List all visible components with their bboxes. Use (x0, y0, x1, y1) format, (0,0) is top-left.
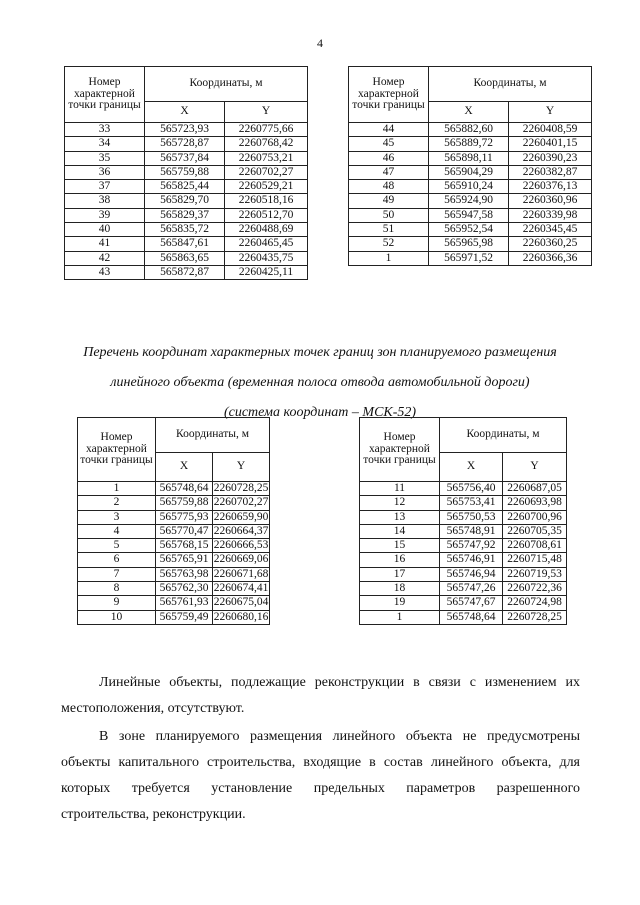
coordinates-table-4 (359, 417, 567, 625)
table-row (349, 151, 592, 165)
cell-x: 565759,88 (156, 496, 213, 510)
cell-y: 2260669,06 (213, 553, 269, 566)
table-row (360, 610, 567, 624)
header-y: Y (213, 453, 270, 482)
cell-y: 2260345,45 (509, 223, 592, 237)
cell-y: 2260728,25 (213, 482, 269, 494)
cell-point-number: 50 (349, 208, 429, 222)
cell-point-number: 15 (360, 539, 440, 553)
header-x: X (429, 102, 509, 123)
cell-point-number: 47 (349, 165, 429, 179)
table-row (360, 496, 567, 510)
header-x: X (156, 453, 213, 482)
cell-x: 565759,49 (156, 610, 213, 624)
header-point-number: Номер характерной точки границы (65, 67, 145, 123)
cell-point-number: 1 (360, 610, 440, 624)
table-row (78, 596, 270, 610)
table-row (78, 482, 270, 496)
cell-y: 2260666,53 (213, 539, 269, 552)
cell-point-number: 36 (65, 165, 145, 179)
cell-x: 565753,41 (440, 496, 503, 510)
cell-point-number: 19 (360, 596, 440, 610)
cell-y: 2260753,21 (225, 151, 308, 165)
cell-y: 2260382,87 (509, 165, 592, 179)
cell-x: 565947,58 (429, 208, 509, 222)
header-point-number: Номер характерной точки границы (78, 418, 156, 482)
cell-y: 2260715,48 (503, 553, 567, 567)
cell-point-number: 33 (65, 123, 145, 137)
cell-y: 2260435,75 (225, 251, 308, 265)
cell-y: 2260671,68 (213, 567, 269, 580)
cell-x: 565746,94 (440, 567, 503, 581)
table-row (78, 567, 270, 581)
table-body (78, 482, 270, 625)
cell-x: 565910,24 (429, 180, 509, 194)
paragraph-no-reconstruction: Линейные объекты, подлежащие реконструкции в связи с изменением их местоположения, отсутствуют. (61, 675, 580, 716)
table-row (349, 123, 592, 137)
table-row (65, 237, 308, 251)
cell-point-number: 38 (65, 194, 145, 208)
cell-point-number: 42 (65, 251, 145, 265)
table-row (360, 582, 567, 596)
cell-point-number: 10 (78, 610, 156, 624)
cell-y: 2260775,66 (225, 123, 308, 137)
cell-x: 565723,93 (145, 123, 225, 137)
cell-x: 565775,93 (156, 510, 213, 524)
header-coordinates: Координаты, м (156, 418, 270, 453)
cell-point-number: 12 (360, 496, 440, 510)
table-row (349, 165, 592, 179)
cell-x: 565768,15 (156, 539, 213, 553)
cell-x: 565889,72 (429, 137, 509, 151)
cell-x: 565728,87 (145, 137, 225, 151)
table-row (360, 510, 567, 524)
cell-point-number: 13 (360, 510, 440, 524)
table-row (78, 524, 270, 538)
table-row (349, 180, 592, 194)
cell-y: 2260702,27 (213, 496, 269, 509)
table-row (65, 223, 308, 237)
cell-x: 565965,98 (429, 237, 509, 251)
table-row (65, 180, 308, 194)
cell-point-number: 6 (78, 553, 156, 567)
header-point-number: Номер характерной точки границы (349, 67, 429, 123)
table-row (360, 553, 567, 567)
cell-x: 565747,67 (440, 596, 503, 610)
cell-y: 2260360,96 (509, 194, 592, 208)
cell-x: 565863,65 (145, 251, 225, 265)
cell-x: 565759,88 (145, 165, 225, 179)
cell-y: 2260722,36 (503, 582, 567, 596)
header-coordinates: Координаты, м (429, 67, 592, 102)
cell-y: 2260401,15 (509, 137, 592, 151)
cell-y: 2260408,59 (509, 123, 592, 137)
heading-line-3: (система координат – МСК-52) (223, 405, 417, 420)
table-body (349, 123, 592, 266)
cell-x: 565762,30 (156, 582, 213, 596)
cell-x: 565952,54 (429, 223, 509, 237)
cell-point-number: 11 (360, 482, 440, 496)
cell-x: 565835,72 (145, 223, 225, 237)
coordinates-table-2 (348, 66, 592, 266)
cell-x: 565756,40 (440, 482, 503, 496)
section-heading (40, 338, 600, 428)
table-row (65, 151, 308, 165)
paragraph-capital-construction-end: строительства, реконструкции. (61, 807, 246, 822)
table-row (65, 265, 308, 279)
cell-point-number: 51 (349, 223, 429, 237)
table-row (78, 496, 270, 510)
cell-y: 2260664,37 (213, 524, 269, 537)
cell-x: 565971,52 (429, 251, 509, 265)
cell-y: 2260719,53 (503, 567, 567, 581)
table-row (349, 194, 592, 208)
cell-y: 2260529,21 (225, 180, 308, 194)
table-row (349, 251, 592, 265)
cell-point-number: 5 (78, 539, 156, 553)
cell-y: 2260702,27 (225, 165, 308, 179)
cell-point-number: 14 (360, 524, 440, 538)
cell-point-number: 8 (78, 582, 156, 596)
cell-point-number: 1 (78, 482, 156, 496)
table-row (65, 165, 308, 179)
cell-y: 2260366,36 (509, 251, 592, 265)
header-y: Y (503, 453, 567, 482)
cell-point-number: 48 (349, 180, 429, 194)
table-row (65, 137, 308, 151)
coordinates-table-1 (64, 66, 308, 280)
cell-point-number: 9 (78, 596, 156, 610)
table-row (65, 251, 308, 265)
cell-point-number: 43 (65, 265, 145, 279)
cell-y: 2260339,98 (509, 208, 592, 222)
page-number: 4 (317, 36, 323, 50)
cell-x: 565748,64 (156, 482, 213, 496)
cell-y: 2260724,98 (503, 596, 567, 610)
cell-y: 2260700,96 (503, 510, 567, 524)
cell-y: 2260659,90 (213, 510, 269, 523)
table-row (349, 237, 592, 251)
cell-point-number: 46 (349, 151, 429, 165)
cell-x: 565847,61 (145, 237, 225, 251)
cell-x: 565924,90 (429, 194, 509, 208)
table-row (78, 539, 270, 553)
cell-x: 565746,91 (440, 553, 503, 567)
cell-point-number: 3 (78, 510, 156, 524)
cell-x: 565904,29 (429, 165, 509, 179)
cell-point-number: 4 (78, 524, 156, 538)
cell-y: 2260680,16 (213, 610, 269, 623)
paragraph-capital-construction: В зоне планируемого размещения линейного объекта не предусмотрены объекты капитального строительства, входящие в состав линейного объекта, для которых требуется установление предельных параметров разрешенного (61, 729, 580, 796)
cell-point-number: 35 (65, 151, 145, 165)
cell-point-number: 18 (360, 582, 440, 596)
cell-y: 2260425,11 (225, 265, 308, 279)
table-row (360, 567, 567, 581)
cell-point-number: 41 (65, 237, 145, 251)
cell-point-number: 7 (78, 567, 156, 581)
table-row (78, 610, 270, 624)
cell-x: 565737,84 (145, 151, 225, 165)
cell-x: 565770,47 (156, 524, 213, 538)
cell-y: 2260518,16 (225, 194, 308, 208)
coordinates-table-3 (77, 417, 270, 625)
cell-y: 2260675,04 (213, 596, 269, 609)
table-body (65, 123, 308, 280)
cell-x: 565747,26 (440, 582, 503, 596)
table-row (360, 596, 567, 610)
cell-y: 2260390,23 (509, 151, 592, 165)
cell-x: 565872,87 (145, 265, 225, 279)
header-y: Y (225, 102, 308, 123)
table-row (78, 553, 270, 567)
table-row (65, 194, 308, 208)
cell-y: 2260674,41 (213, 582, 269, 595)
cell-y: 2260512,70 (225, 208, 308, 222)
cell-x: 565748,91 (440, 524, 503, 538)
table-body (360, 482, 567, 625)
cell-y: 2260376,13 (509, 180, 592, 194)
cell-x: 565829,37 (145, 208, 225, 222)
cell-y: 2260488,69 (225, 223, 308, 237)
table-row (349, 223, 592, 237)
cell-point-number: 1 (349, 251, 429, 265)
cell-point-number: 39 (65, 208, 145, 222)
table-row (78, 510, 270, 524)
cell-y: 2260728,25 (503, 610, 567, 624)
cell-point-number: 17 (360, 567, 440, 581)
cell-x: 565898,11 (429, 151, 509, 165)
cell-x: 565765,91 (156, 553, 213, 567)
header-y: Y (509, 102, 592, 123)
header-coordinates: Координаты, м (440, 418, 567, 453)
cell-point-number: 16 (360, 553, 440, 567)
table-row (65, 208, 308, 222)
cell-x: 565825,44 (145, 180, 225, 194)
table-row (78, 582, 270, 596)
cell-x: 565882,60 (429, 123, 509, 137)
cell-y: 2260693,98 (503, 496, 567, 510)
cell-x: 565750,53 (440, 510, 503, 524)
table-row (349, 137, 592, 151)
cell-point-number: 34 (65, 137, 145, 151)
table-row (360, 524, 567, 538)
cell-point-number: 2 (78, 496, 156, 510)
heading-line-2: линейного объекта (временная полоса отвода автомобильной дороги) (110, 375, 530, 390)
header-x: X (145, 102, 225, 123)
table-row (360, 482, 567, 496)
cell-point-number: 37 (65, 180, 145, 194)
cell-point-number: 45 (349, 137, 429, 151)
cell-y: 2260768,42 (225, 137, 308, 151)
header-x: X (440, 453, 503, 482)
cell-x: 565829,70 (145, 194, 225, 208)
table-row (349, 208, 592, 222)
cell-y: 2260360,25 (509, 237, 592, 251)
table-row (65, 123, 308, 137)
cell-y: 2260705,35 (503, 524, 567, 538)
cell-y: 2260687,05 (503, 482, 567, 496)
header-coordinates: Координаты, м (145, 67, 308, 102)
cell-point-number: 52 (349, 237, 429, 251)
cell-x: 565761,93 (156, 596, 213, 610)
cell-point-number: 40 (65, 223, 145, 237)
cell-x: 565747,92 (440, 539, 503, 553)
cell-point-number: 44 (349, 123, 429, 137)
header-point-number: Номер характерной точки границы (360, 418, 440, 482)
cell-x: 565763,98 (156, 567, 213, 581)
cell-y: 2260465,45 (225, 237, 308, 251)
cell-x: 565748,64 (440, 610, 503, 624)
cell-point-number: 49 (349, 194, 429, 208)
heading-line-1: Перечень координат характерных точек границ зон планируемого размещения (83, 345, 557, 360)
cell-y: 2260708,61 (503, 539, 567, 553)
table-row (360, 539, 567, 553)
